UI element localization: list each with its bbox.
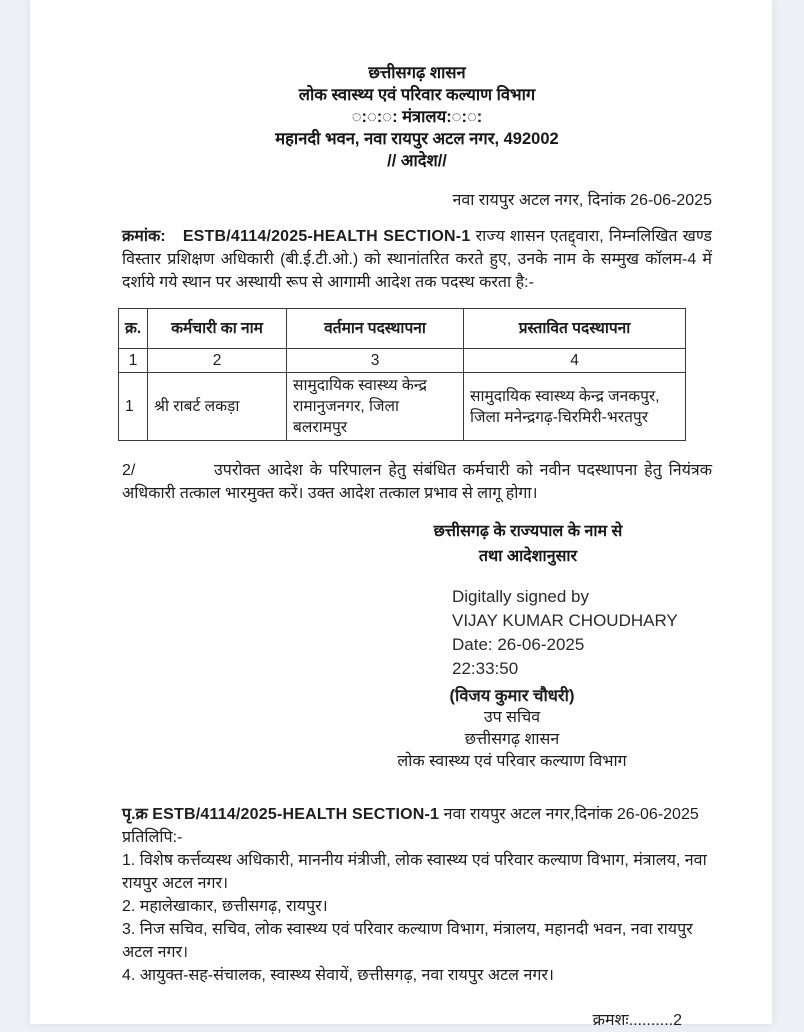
header-current-posting: वर्तमान पदस्थापना — [287, 309, 464, 349]
order-paragraph — [122, 225, 712, 294]
header-serial: क्र. — [119, 309, 148, 349]
list-item: 4. आयुक्त-सह-संचालक, स्वास्थ्य सेवायें, छत्तीसगढ़, नवा रायपुर अटल नगर। — [122, 967, 554, 984]
column-number: 2 — [148, 349, 287, 373]
order-reference-number: ESTB/4114/2025-HEALTH SECTION-1 — [182, 228, 471, 245]
place-date-line: नवा रायपुर अटल नगर, दिनांक 26-06-2025 — [452, 192, 712, 209]
header-employee-name: कर्मचारी का नाम — [148, 309, 287, 349]
document-content — [30, 0, 772, 1032]
copy-distribution-list — [122, 849, 712, 987]
government-name: छत्तीसगढ़ शासन — [368, 64, 466, 82]
authority-line-2: तथा आदेशानुसार — [478, 548, 578, 565]
table-header-row — [119, 309, 686, 349]
endorsement-reference-number: ESTB/4114/2025-HEALTH SECTION-1 — [152, 806, 440, 823]
transfer-table — [118, 308, 686, 441]
digital-sign-time: 22:33:50 — [452, 659, 519, 678]
document-page — [30, 0, 772, 1029]
digital-signed-by-label: Digitally signed by — [452, 587, 590, 606]
compliance-paragraph — [122, 459, 712, 505]
list-item: 1. विशेष कर्त्तव्यस्थ अधिकारी, माननीय मंत्रीजी, लोक स्वास्थ्य एवं परिवार कल्याण विभाग, मंत्रालय, नवा रायपुर अटल नगर। — [122, 852, 707, 892]
column-number: 4 — [464, 349, 686, 373]
column-number: 1 — [119, 349, 148, 373]
endorsement-label: पृ.क्र — [122, 806, 148, 823]
authority-block — [388, 519, 668, 569]
letterhead — [122, 62, 712, 172]
continuation-marker: क्रमशः..........2 — [592, 1012, 682, 1029]
signatory-org-line-2: लोक स्वास्थ्य एवं परिवार कल्याण विभाग — [397, 753, 627, 770]
cell-proposed-posting: सामुदायिक स्वास्थ्य केन्द्र जनकपुर, जिला मनेन्द्रगढ़-चिरमिरी-भरतपुर — [464, 373, 686, 441]
authority-line-1: छत्तीसगढ़ के राज्यपाल के नाम से — [433, 523, 623, 540]
department-name: लोक स्वास्थ्य एवं परिवार कल्याण विभाग — [298, 86, 536, 104]
column-number: 3 — [287, 349, 464, 373]
compliance-paragraph-text: उपरोक्त आदेश के परिपालन हेतु संबंधित कर्मचारी को नवीन पदस्थापना हेतु नियंत्रक अधिकारी तत्काल भारमुक्त करें। उक्त आदेश तत्काल प्रभाव से लागू होगा। — [122, 462, 712, 502]
cell-serial: 1 — [119, 373, 148, 441]
order-number-label: क्रमांक: — [122, 228, 166, 245]
ministry-line: ◌:◌:◌: मंत्रालय:◌:◌: — [351, 108, 483, 126]
digital-signer-name: VIJAY KUMAR CHOUDHARY — [452, 611, 678, 630]
signatory-name: (विजय कुमार चौधरी) — [449, 687, 575, 705]
column-number-row — [119, 349, 686, 373]
endorsement-place-date: नवा रायपुर अटल नगर,दिनांक 26-06-2025 — [443, 806, 699, 823]
digital-signature-stamp — [452, 585, 712, 681]
endorsement-reference-line — [122, 803, 712, 826]
endorsement-section — [122, 803, 712, 987]
order-paragraph-text: राज्य शासन एतद्द्वारा, निम्नलिखित खण्ड विस्तार प्रशिक्षण अधिकारी (बी.ई.टी.ओ.) को स्थानांतरित करते हुए, उनके नाम के सम्मुख कॉलम-4 में दर्शाये गये स्थान पर अस्थायी रूप से आगामी आदेश तक पदस्थ करता है:- — [122, 228, 712, 291]
cell-current-posting: सामुदायिक स्वास्थ्य केन्द्र रामानुजनगर, जिला बलरामपुर — [287, 373, 464, 441]
signatory-designation: उप सचिव — [483, 709, 541, 726]
address-line: महानदी भवन, नवा रायपुर अटल नगर, 492002 — [275, 130, 559, 148]
signatory-block — [352, 685, 672, 773]
order-title: // आदेश// — [387, 152, 447, 170]
cell-employee-name: श्री राबर्ट लकड़ा — [148, 373, 287, 441]
list-item: 2. महालेखाकार, छत्तीसगढ़, रायपुर। — [122, 898, 328, 915]
list-item: 3. निज सचिव, सचिव, लोक स्वास्थ्य एवं परिवार कल्याण विभाग, मंत्रालय, महानदी भवन, नवा रायपुर अटल नगर। — [122, 921, 693, 961]
digital-sign-date: Date: 26-06-2025 — [452, 635, 585, 654]
table-row — [119, 373, 686, 441]
paragraph-number: 2/ — [122, 462, 136, 479]
header-proposed-posting: प्रस्तावित पदस्थापना — [464, 309, 686, 349]
signatory-org-line-1: छत्तीसगढ़ शासन — [464, 731, 560, 748]
copy-to-label: प्रतिलिपि:- — [122, 829, 183, 846]
